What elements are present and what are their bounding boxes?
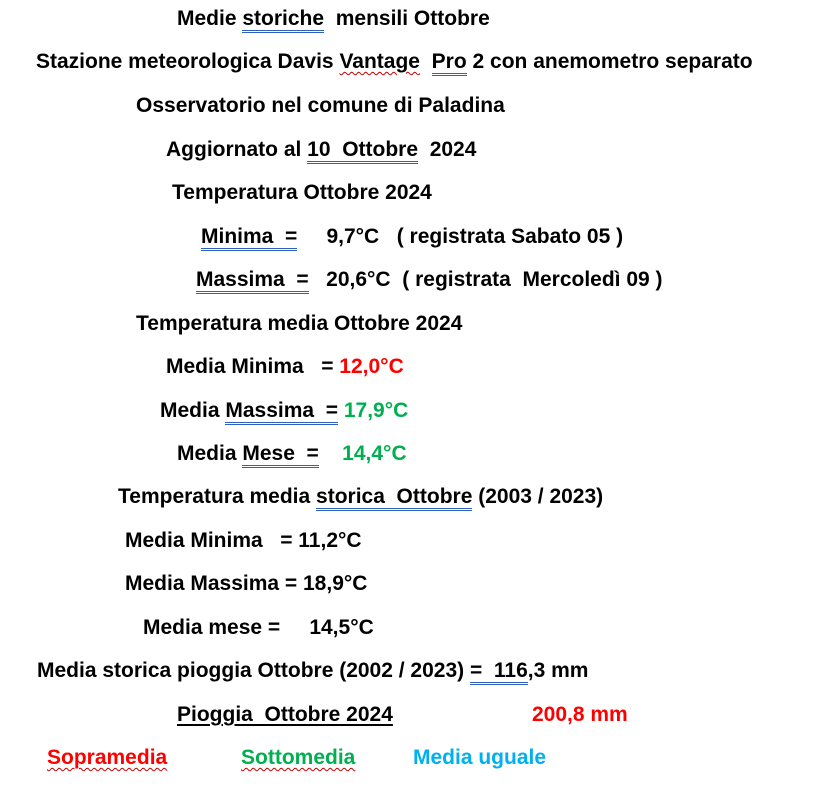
station-vantage: Vantage bbox=[339, 50, 420, 73]
avg-min-line bbox=[166, 354, 404, 380]
avg-month-gap bbox=[319, 442, 342, 465]
updated-prefix: Aggiornato al bbox=[166, 138, 308, 161]
minimum-label: Minima = bbox=[201, 225, 297, 251]
minimum-value: 9,7°C ( registrata Sabato 05 ) bbox=[297, 225, 624, 248]
rain-hist-prefix: Media storica pioggia Ottobre (2002 / 2023) bbox=[37, 659, 470, 682]
hist-max-line: Media Massima = 18,9°C bbox=[125, 572, 368, 595]
hist-section-title bbox=[118, 484, 603, 510]
avg-max-value: 17,9°C bbox=[343, 399, 409, 422]
rain-hist-line bbox=[37, 658, 588, 684]
hist-min-line: Media Minima = 11,2°C bbox=[125, 529, 362, 552]
updated-line bbox=[166, 137, 476, 163]
avg-max-prefix: Media bbox=[160, 399, 226, 422]
updated-year: 2024 bbox=[418, 138, 477, 161]
avg-month-label: Mese = bbox=[242, 442, 318, 468]
maximum-line bbox=[196, 267, 663, 293]
rain-hist-rest: ,3 mm bbox=[527, 659, 589, 682]
observatory-line: Osservatorio nel comune di Paladina bbox=[136, 94, 505, 117]
avg-min-label: Media Minima = bbox=[166, 355, 340, 378]
rain-hist-eq: = 116 bbox=[470, 659, 528, 685]
station-prefix: Stazione meteorologica Davis bbox=[36, 50, 340, 73]
avg-month-prefix: Media bbox=[177, 442, 243, 465]
avg-max-label: Massima = bbox=[225, 399, 338, 425]
station-pro: Pro bbox=[432, 50, 467, 76]
rain-current-label bbox=[177, 702, 393, 728]
avg-min-value: 12,0°C bbox=[339, 355, 404, 378]
maximum-value: 20,6°C ( registrata Mercoledì 09 ) bbox=[308, 268, 663, 291]
station-gap bbox=[420, 50, 432, 73]
legend-above: Sopramedia bbox=[47, 746, 168, 769]
temp-section-title: Temperatura Ottobre 2024 bbox=[172, 181, 432, 204]
updated-date: 10 Ottobre bbox=[307, 138, 418, 164]
hist-month-line: Media mese = 14,5°C bbox=[143, 616, 374, 639]
avg-month-line bbox=[177, 441, 407, 467]
avg-month-value: 14,4°C bbox=[342, 442, 407, 465]
title-rest: mensili Ottobre bbox=[324, 7, 490, 30]
avg-section-title: Temperatura media Ottobre 2024 bbox=[136, 312, 463, 335]
legend-equal: Media uguale bbox=[413, 746, 547, 769]
station-line bbox=[36, 49, 753, 75]
legend-below: Sottomedia bbox=[241, 746, 356, 769]
minimum-line bbox=[201, 224, 623, 250]
title-storiche: storiche bbox=[242, 7, 324, 33]
hist-title-rest: (2003 / 2023) bbox=[472, 485, 604, 508]
rain-current-value: 200,8 mm bbox=[532, 703, 628, 726]
rain-current-label-text: Pioggia Ottobre 2024 bbox=[177, 703, 393, 726]
maximum-label: Massima = bbox=[196, 268, 309, 294]
avg-max-line bbox=[160, 398, 408, 424]
station-rest: 2 con anemometro separato bbox=[466, 50, 753, 73]
hist-title-prefix: Temperatura media bbox=[118, 485, 317, 508]
title-prefix: Medie bbox=[177, 7, 243, 30]
report-title bbox=[177, 6, 490, 32]
hist-title-storica: storica Ottobre bbox=[316, 485, 472, 511]
